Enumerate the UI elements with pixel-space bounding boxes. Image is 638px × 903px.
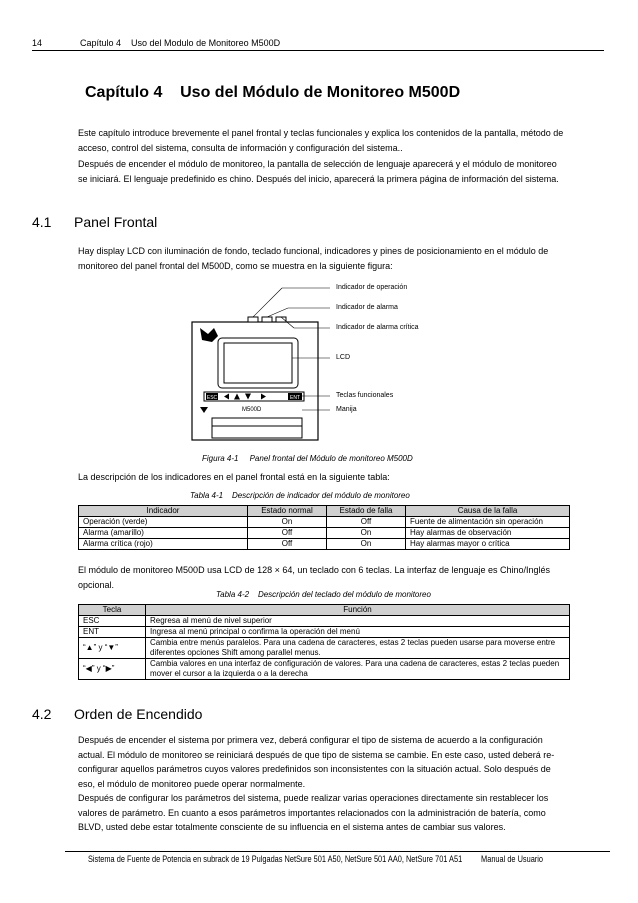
table-cell: On (327, 528, 406, 539)
table2-caption: Tabla 4-2 Descripción del teclado del módulo de monitoreo (216, 590, 431, 599)
table-header: Función (146, 605, 570, 616)
table-header: Indicador (79, 506, 248, 517)
table-row (79, 627, 570, 638)
handle (212, 418, 302, 438)
label-lcd: LCD (336, 354, 351, 361)
table-row (79, 539, 570, 550)
label-handle: Manija (336, 406, 357, 413)
table-cell: Alarma crítica (rojo) (79, 539, 248, 550)
table-header: Tecla (79, 605, 146, 616)
section-4-2-paragraph-2: Después de configurar los parámetros del sistema, puede realizar varias operaciones directamente sin restablecer los valores de parámetro. En cuanto a esos parámetros importantes relacionados con la administración de batería, como BLVD, usted debe estar totalmente consciente de su influencia en el sistema antes de cambiar sus valores. (78, 793, 549, 832)
section-4-1-text: Hay display LCD con iluminación de fondo, teclado funcional, indicadores y pines de posicionamiento en el módulo de monitoreo del panel frontal del M500D, como se muestra en la siguiente figura: (78, 246, 549, 271)
table-cell: Alarma (amarillo) (79, 528, 248, 539)
esc-key-label: ESC (206, 395, 218, 401)
indicator-table (78, 505, 570, 550)
label-function-keys: Teclas funcionales (336, 392, 394, 399)
page-number: 14 (32, 38, 43, 48)
table-header-row (79, 605, 570, 616)
table-cell: On (327, 539, 406, 550)
table2-intro: El módulo de monitoreo M500D usa LCD de 128 × 64, un teclado con 6 teclas. La interfaz de lenguaje es Chino/Inglés opcional. (78, 565, 551, 590)
table-row (79, 659, 570, 680)
table-cell: ESC (79, 616, 146, 627)
section-4-2-paragraph-1: Después de encender el sistema por primera vez, deberá configurar el tipo de sistema de acuerdo a la configuración actual. El módulo de monitoreo se reiniciará después de que tipo de sistema se cambie. En este caso, usted deberá re-configurar aquellos parámetros cuyos valores predefinidos son inconsistentes con la situación actual. Solo después de eso, el módulo de monitoreo puede operar normalmente. (78, 735, 555, 789)
table-header: Estado de falla (327, 506, 406, 517)
footer-rule (65, 851, 610, 852)
table-cell: Off (248, 528, 327, 539)
table1-intro: La descripción de los indicadores en el panel frontal está en la siguiente tabla: (78, 472, 390, 482)
table-cell: Fuente de alimentación sin operación (406, 517, 570, 528)
table-cell: Off (248, 539, 327, 550)
alarm-indicator (262, 317, 272, 322)
front-panel-figure (190, 280, 330, 445)
table-row (79, 638, 570, 659)
keypad-table (78, 604, 570, 680)
section-4-2-title: Orden de Encendido (74, 706, 203, 722)
table-cell: Cambia valores en una interfaz de configuración de valores. Para una cadena de caracteres, estas 2 teclas pueden mover el cursor a la izquierda o a la derecha (146, 659, 570, 680)
section-4-1-title: Panel Frontal (74, 214, 158, 230)
table-row (79, 528, 570, 539)
footer-left: Sistema de Fuente de Potencia en subrack de 19 Pulgadas NetSure 501 A50, NetSure 501 AA0, NetSure 701 A51 (88, 854, 463, 864)
critical-alarm-indicator (276, 317, 286, 322)
footer-text (88, 854, 543, 864)
section-4-2-number: 4.2 (32, 706, 52, 722)
device-model-label: M500D (242, 407, 262, 413)
table-header-row (79, 506, 570, 517)
intro-paragraph-2: Después de encender el módulo de monitoreo, la pantalla de selección de lenguaje aparecerá y el módulo de monitoreo se iniciará. El lenguaje predefinido es chino. Después del inicio, aparecerá la primera página de información del sistema. (78, 159, 559, 184)
chapter-title: Capítulo 4 Uso del Módulo de Monitoreo M500D (85, 84, 461, 101)
table-row (79, 517, 570, 528)
label-critical-alarm-indicator: Indicador de alarma crítica (336, 324, 419, 331)
table-cell: On (248, 517, 327, 528)
figure-caption: Figura 4-1 Panel frontal del Módulo de monitoreo M500D (202, 454, 413, 463)
table-cell: Hay alarmas mayor o crítica (406, 539, 570, 550)
table-cell: Cambia entre menús paralelos. Para una cadena de caracteres, estas 2 teclas pueden usarse para moverse entre diferentes opciones Shift among parallel menus. (146, 638, 570, 659)
intro-paragraph-1: Este capítulo introduce brevemente el panel frontal y teclas funcionales y explica los contenidos de la pantalla, método de acceso, control del sistema, consulta de información y configuración del sistema.. (78, 128, 564, 153)
lcd-screen (224, 343, 292, 383)
running-header: Capítulo 4 Uso del Modulo de Monitoreo M500D (80, 38, 281, 48)
footer-right: Manual de Usuario (481, 854, 544, 864)
label-operation-indicator: Indicador de operación (336, 284, 408, 291)
label-alarm-indicator: Indicador de alarma (336, 304, 398, 311)
table-cell: Off (327, 517, 406, 528)
table-header: Estado normal (248, 506, 327, 517)
table-cell: “▲” y “▼” (79, 638, 146, 659)
table-cell: “◀” y “▶” (79, 659, 146, 680)
table-row (79, 616, 570, 627)
table-cell: Ingresa al menú principal o confirma la operación del menú (146, 627, 570, 638)
operation-indicator (248, 317, 258, 322)
table-cell: Regresa al menú de nivel superior (146, 616, 570, 627)
table1-caption: Tabla 4-1 Descripción de indicador del módulo de monitoreo (190, 491, 410, 500)
table-cell: Operación (verde) (79, 517, 248, 528)
header-rule (32, 50, 604, 51)
ent-key-label: ENT (290, 395, 300, 401)
table-header: Causa de la falla (406, 506, 570, 517)
table-cell: ENT (79, 627, 146, 638)
section-4-1-number: 4.1 (32, 214, 52, 230)
table-cell: Hay alarmas de observación (406, 528, 570, 539)
